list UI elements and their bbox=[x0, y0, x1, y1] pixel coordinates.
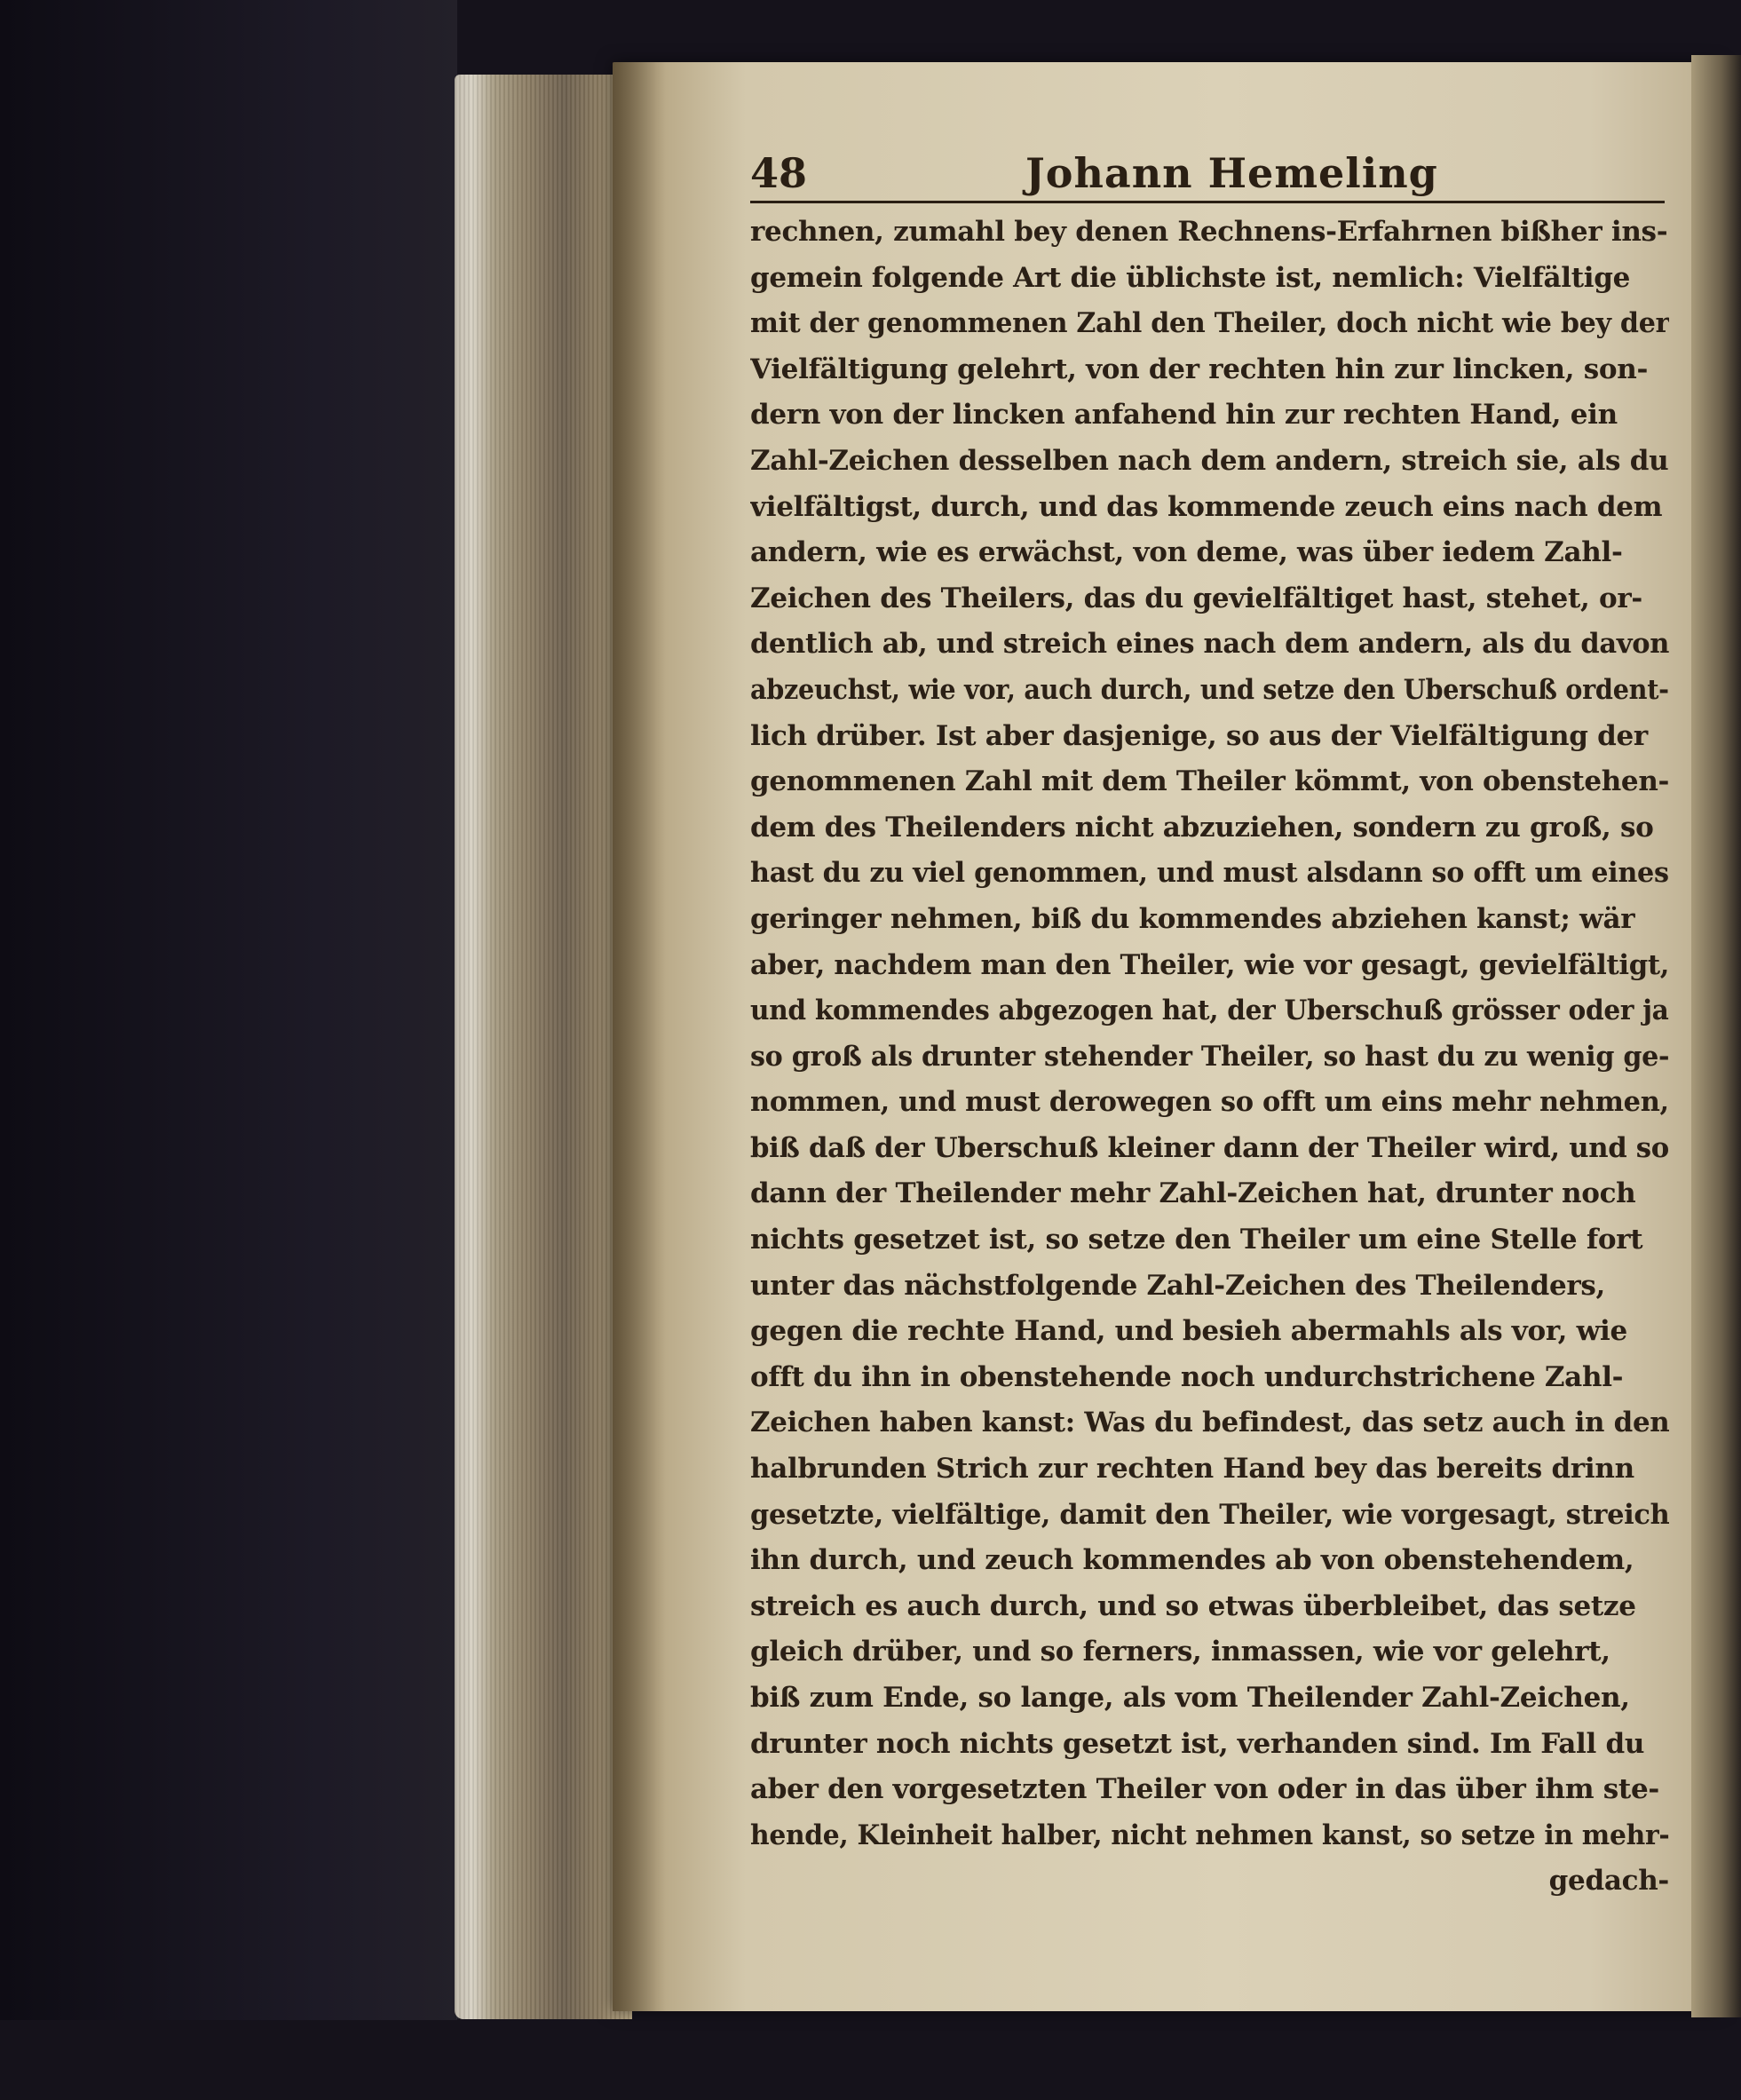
text-line: Zeichen des Theilers, das du gevielfältiget hast, stehet, or- bbox=[750, 582, 1642, 614]
text-line: lich drüber. Ist aber dasjenige, so aus der Vielfältigung der bbox=[750, 719, 1648, 752]
text-line: aber den vorgesetzten Theiler von oder in das über ihm ste- bbox=[750, 1773, 1659, 1806]
text-line: Zeichen haben kanst: Was du befindest, das setz auch in den bbox=[750, 1407, 1670, 1439]
text-line: dern von der lincken anfahend hin zur rechten Hand, ein bbox=[750, 399, 1618, 432]
text-line: aber, nachdem man den Theiler, wie vor gesagt, gevielfältigt, bbox=[750, 948, 1669, 981]
dark-background bbox=[0, 0, 457, 2100]
facing-page-edge bbox=[1691, 55, 1741, 2017]
text-line: streich es auch durch, und so etwas überbleibet, das setze bbox=[750, 1589, 1636, 1622]
text-line: Zahl-Zeichen desselben nach dem andern, streich sie, als du bbox=[750, 444, 1669, 477]
text-line: geringer nehmen, biß du kommendes abziehen kanst; wär bbox=[750, 902, 1635, 935]
text-line: drunter noch nichts gesetzt ist, verhanden sind. Im Fall du bbox=[750, 1727, 1645, 1760]
text-line: gemein folgende Art die üblichste ist, nemlich: Vielfältige bbox=[750, 261, 1631, 294]
text-line: nichts gesetzet ist, so setze den Theiler um eine Stelle fort bbox=[750, 1224, 1643, 1256]
text-line: hast du zu viel genommen, und must alsdann so offt um eines bbox=[750, 857, 1669, 890]
body-text bbox=[750, 210, 1669, 1905]
text-line: andern, wie es erwächst, von deme, was über iedem Zahl- bbox=[750, 536, 1623, 569]
text-line: Vielfältigung gelehrt, von der rechten hin zur lincken, son- bbox=[750, 353, 1649, 385]
header-rule bbox=[750, 201, 1665, 203]
text-line: dann der Theilender mehr Zahl-Zeichen hat, drunter noch bbox=[750, 1177, 1636, 1210]
text-line: gesetzte, vielfältige, damit den Theiler, wie vorgesagt, streich bbox=[750, 1498, 1670, 1531]
text-line: gleich drüber, und so ferners, inmassen, wie vor gelehrt, bbox=[750, 1636, 1610, 1668]
text-line: biß zum Ende, so lange, als vom Theilender Zahl-Zeichen, bbox=[750, 1682, 1630, 1714]
text-line: offt du ihn in obenstehende noch undurchstrichene Zahl- bbox=[750, 1360, 1624, 1393]
text-line: biß daß der Uberschuß kleiner dann der Theiler wird, und so bbox=[750, 1131, 1669, 1164]
text-line: genommenen Zahl mit dem Theiler kömmt, von obenstehen- bbox=[750, 765, 1670, 798]
text-line: hende, Kleinheit halber, nicht nehmen kanst, so setze in mehr- bbox=[750, 1819, 1669, 1851]
text-line: gegen die rechte Hand, und besieh abermahls als vor, wie bbox=[750, 1315, 1627, 1348]
page-number: 48 bbox=[750, 149, 808, 197]
catchword: gedach- bbox=[1548, 1865, 1669, 1898]
dark-background-bottom bbox=[0, 2020, 1741, 2100]
text-line: und kommendes abgezogen hat, der Uberschuß grösser oder ja bbox=[750, 995, 1669, 1027]
text-line: dem des Theilenders nicht abzuziehen, sondern zu groß, so bbox=[750, 811, 1654, 844]
text-line: ihn durch, und zeuch kommendes ab von obenstehendem, bbox=[750, 1544, 1634, 1577]
running-head bbox=[750, 149, 1665, 202]
text-line: unter das nächstfolgende Zahl-Zeichen des Theilenders, bbox=[750, 1269, 1606, 1302]
text-line: nommen, und must derowegen so offt um eins mehr nehmen, bbox=[750, 1086, 1669, 1119]
running-title: Johann Hemeling bbox=[1025, 149, 1438, 197]
text-line: so groß als drunter stehender Theiler, so hast du zu wenig ge- bbox=[750, 1040, 1669, 1073]
gutter-shadow bbox=[613, 62, 666, 2011]
text-line: abzeuchst, wie vor, auch durch, und setze den Uberschuß ordent- bbox=[750, 673, 1669, 706]
text-line: dentlich ab, und streich eines nach dem andern, als du davon bbox=[750, 628, 1669, 661]
text-line: rechnen, zumahl bey denen Rechnens-Erfahrnen bißher ins- bbox=[750, 216, 1668, 248]
text-line: vielfältigst, durch, und das kommende zeuch eins nach dem bbox=[750, 490, 1663, 523]
closed-page-edges bbox=[455, 75, 632, 2019]
text-line: mit der genommenen Zahl den Theiler, doch nicht wie bey der bbox=[750, 307, 1669, 340]
text-line: halbrunden Strich zur rechten Hand bey das bereits drinn bbox=[750, 1453, 1634, 1486]
